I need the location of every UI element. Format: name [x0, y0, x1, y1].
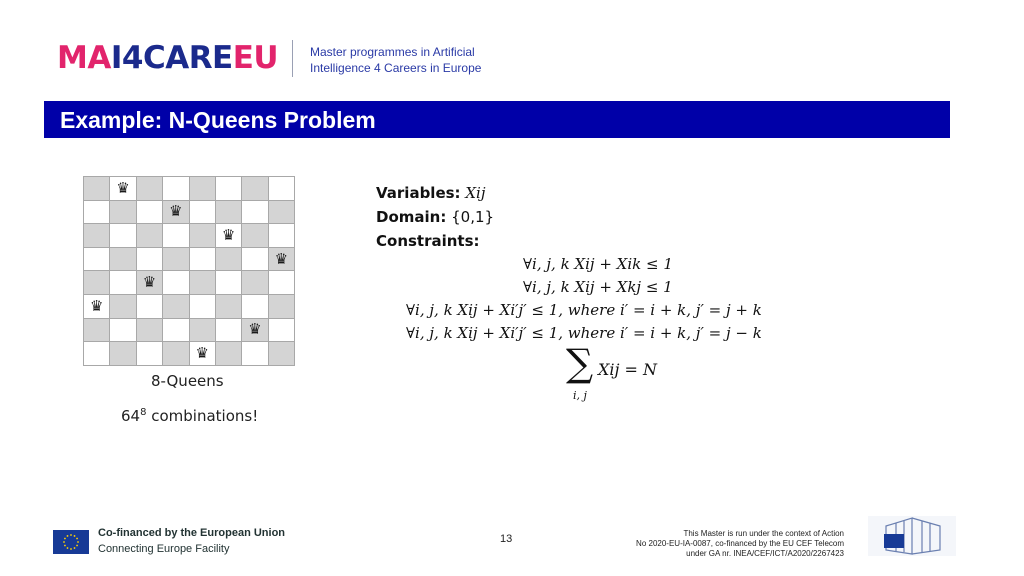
board-square — [136, 247, 162, 271]
board-row — [84, 224, 295, 248]
footer-note-line2: No 2020-EU-IA-0087, co-financed by the EU CEF Telecom — [636, 539, 844, 548]
board-square — [242, 318, 268, 342]
board-square — [84, 294, 110, 318]
constraints-label: Constraints: — [376, 232, 480, 250]
board-square — [136, 342, 162, 366]
board-square — [136, 271, 162, 295]
board-square — [268, 342, 294, 366]
title-bar — [44, 101, 950, 138]
board-square — [163, 224, 189, 248]
sum-expression: Xij = N — [598, 360, 658, 379]
queen-icon: ♛ — [169, 202, 183, 221]
constraint-diagonal: ∀i, j, k Xij + Xi′j′ ≤ 1, where i′ = i + k, j′ = j + k — [406, 301, 762, 319]
board-square — [189, 247, 215, 271]
board-square — [189, 342, 215, 366]
board-square — [84, 318, 110, 342]
board-square — [136, 177, 162, 201]
board-row — [84, 200, 295, 224]
board-row — [84, 318, 295, 342]
board-square — [268, 318, 294, 342]
board-square — [268, 271, 294, 295]
board-square — [84, 342, 110, 366]
queen-icon: ♛ — [221, 225, 236, 244]
board-square — [163, 318, 189, 342]
board-square — [189, 200, 215, 224]
combinations-note — [121, 407, 258, 425]
board-square — [215, 342, 241, 366]
tagline — [310, 44, 481, 76]
board-square — [110, 342, 136, 366]
board-row — [84, 342, 295, 366]
board-square — [110, 200, 136, 224]
eu-star — [74, 547, 76, 549]
board-square — [268, 177, 294, 201]
combinations-base: 64 — [121, 407, 141, 425]
board-square — [215, 200, 241, 224]
queen-icon: ♛ — [142, 273, 157, 292]
board-row — [84, 294, 295, 318]
constraint-antidiagonal: ∀i, j, k Xij + Xi′j′ ≤ 1, where i′ = i + k, j′ = j − k — [406, 324, 762, 342]
domain-label: Domain: — [376, 208, 447, 226]
board-square — [189, 177, 215, 201]
queen-icon: ♛ — [274, 249, 289, 268]
eu-star — [70, 534, 72, 536]
board-square — [136, 294, 162, 318]
board-square — [84, 200, 110, 224]
queen-icon: ♛ — [89, 296, 104, 315]
board-square — [268, 247, 294, 271]
board-row — [84, 177, 295, 201]
board-square — [242, 200, 268, 224]
board-square — [84, 247, 110, 271]
eu-star — [67, 535, 69, 537]
board-square — [136, 318, 162, 342]
domain-value: {0,1} — [451, 208, 495, 226]
slide-title: Example: N-Queens Problem — [60, 107, 376, 133]
board-square — [215, 247, 241, 271]
board-square — [189, 294, 215, 318]
board-row — [84, 247, 295, 271]
board-square — [110, 224, 136, 248]
board-square — [242, 247, 268, 271]
variables-value: Xij — [465, 184, 486, 202]
logo-part-ma: MA — [57, 40, 111, 76]
eu-star — [64, 545, 66, 547]
board-square — [268, 294, 294, 318]
board-square — [84, 271, 110, 295]
board-square — [215, 271, 241, 295]
board-square — [268, 224, 294, 248]
queen-icon: ♛ — [248, 320, 262, 339]
board-square — [163, 200, 189, 224]
tagline-line1: Master programmes in Artificial — [310, 45, 475, 59]
board-square — [84, 224, 110, 248]
sum-subscript: i, j — [573, 389, 587, 402]
variables-line — [376, 184, 485, 202]
domain-line — [376, 208, 494, 226]
board-square — [163, 247, 189, 271]
board-square — [110, 318, 136, 342]
logo-divider — [292, 40, 293, 77]
board-square — [242, 177, 268, 201]
constraint-row: ∀i, j, k Xij + Xik ≤ 1 — [523, 255, 673, 273]
board-square — [110, 294, 136, 318]
logo-part-eu: EU — [232, 40, 279, 76]
constraint-column: ∀i, j, k Xij + Xkj ≤ 1 — [523, 278, 673, 296]
board-square — [163, 342, 189, 366]
board-square — [215, 224, 241, 248]
eu-star — [77, 541, 79, 543]
sum-symbol: ∑ — [566, 341, 594, 385]
board-square — [136, 200, 162, 224]
combinations-exponent: 8 — [140, 407, 147, 418]
eu-cofinanced-text: Co-financed by the European Union — [98, 527, 286, 539]
board-square — [215, 177, 241, 201]
board-square — [215, 318, 241, 342]
eu-star — [64, 538, 66, 540]
footer-note — [636, 529, 844, 559]
eu-star — [63, 541, 65, 543]
european-commission-logo-icon — [866, 514, 958, 558]
board-square — [136, 224, 162, 248]
chessboard — [83, 176, 295, 366]
board-row — [84, 271, 295, 295]
eu-star — [76, 545, 78, 547]
board-square — [189, 271, 215, 295]
board-caption: 8-Queens — [151, 372, 224, 390]
footer-note-line1: This Master is run under the context of Action — [683, 529, 844, 538]
board-square — [110, 271, 136, 295]
page-number: 13 — [500, 533, 513, 545]
board-square — [163, 294, 189, 318]
queen-icon: ♛ — [195, 343, 209, 362]
footer-note-line3: under GA nr. INEA/CEF/ICT/A2020/2267423 — [686, 549, 844, 558]
board-square — [242, 224, 268, 248]
board-square — [110, 247, 136, 271]
board-square — [242, 342, 268, 366]
eu-star — [76, 538, 78, 540]
board-square — [242, 294, 268, 318]
eu-facility-text: Connecting Europe Facility — [98, 543, 230, 555]
board-square — [215, 294, 241, 318]
board-square — [84, 177, 110, 201]
board-square — [242, 271, 268, 295]
eu-star — [67, 547, 69, 549]
board-square — [189, 318, 215, 342]
logo — [57, 40, 278, 76]
board-square — [110, 177, 136, 201]
combinations-text: combinations! — [151, 407, 259, 425]
board-square — [189, 224, 215, 248]
board-square — [163, 177, 189, 201]
queen-icon: ♛ — [116, 178, 130, 197]
board-square — [163, 271, 189, 295]
board-square — [268, 200, 294, 224]
logo-part-ai4care: I4CARE — [110, 40, 233, 76]
variables-label: Variables: — [376, 184, 461, 202]
eu-star — [74, 535, 76, 537]
eu-star — [70, 548, 72, 550]
tagline-line2: Intelligence 4 Careers in Europe — [310, 61, 482, 75]
eu-flag-icon — [53, 530, 89, 554]
